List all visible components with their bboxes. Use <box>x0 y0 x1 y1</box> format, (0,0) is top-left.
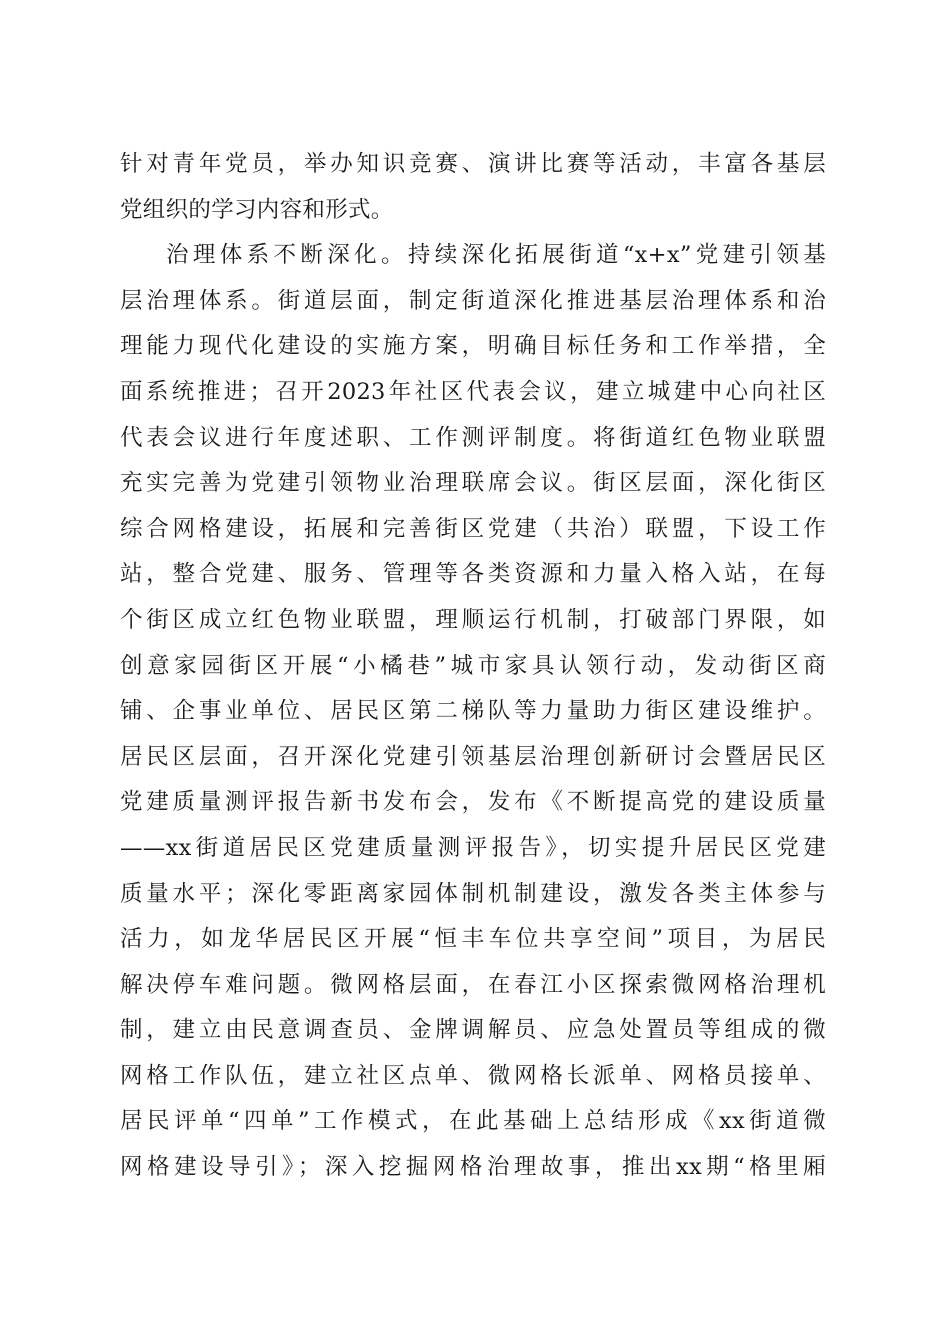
text-line: 面系统推进；召开2023年社区代表会议，建立城建中心向社区 <box>120 378 826 405</box>
text-line: 创意家园街区开展“小橘巷”城市家具认领行动，发动街区商 <box>120 652 826 679</box>
text-line: 个街区成立红色物业联盟，理顺运行机制，打破部门界限，如 <box>120 606 826 633</box>
text-line: 铺、企事业单位、居民区第二梯队等力量助力街区建设维护。 <box>120 698 826 725</box>
text-line: 制，建立由民意调查员、金牌调解员、应急处置员等组成的微 <box>120 1017 826 1044</box>
text-line: 网格建设导引》；深入挖掘网格治理故事，推出xx期“格里厢 <box>120 1154 826 1181</box>
text-line: 解决停车难问题。微网格层面，在春江小区探索微网格治理机 <box>120 971 826 998</box>
text-line: ——xx街道居民区党建质量测评报告》，切实提升居民区党建 <box>120 834 826 861</box>
text-line: 充实完善为党建引领物业治理联席会议。街区层面，深化街区 <box>120 470 826 497</box>
text-line: 网格工作队伍，建立社区点单、微网格长派单、网格员接单、 <box>120 1062 826 1089</box>
text-line: 理能力现代化建设的实施方案，明确目标任务和工作举措，全 <box>120 333 826 360</box>
text-line: 层治理体系。街道层面，制定街道深化推进基层治理体系和治 <box>120 287 826 314</box>
text-line: 质量水平；深化零距离家园体制机制建设，激发各类主体参与 <box>120 880 826 907</box>
body-text <box>120 142 826 1191</box>
text-line: 代表会议进行年度述职、工作测评制度。将街道红色物业联盟 <box>120 424 826 451</box>
text-line: 站，整合党建、服务、管理等各类资源和力量入格入站，在每 <box>120 561 826 588</box>
text-line: 党建质量测评报告新书发布会，发布《不断提高党的建设质量 <box>120 789 826 816</box>
paragraph-first-line: 治理体系不断深化。持续深化拓展街道“x+x”党建引领基 <box>166 242 826 269</box>
text-line: 针对青年党员，举办知识竞赛、演讲比赛等活动，丰富各基层 <box>120 151 826 177</box>
text-line: 综合网格建设，拓展和完善街区党建（共治）联盟，下设工作 <box>120 515 826 542</box>
text-line: 居民评单“四单”工作模式，在此基础上总结形成《xx街道微 <box>120 1108 826 1135</box>
text-line: 党组织的学习内容和形式。 <box>120 196 394 223</box>
text-line: 活力，如龙华居民区开展“恒丰车位共享空间”项目，为居民 <box>120 926 826 953</box>
text-line: 居民区层面，召开深化党建引领基层治理创新研讨会暨居民区 <box>120 743 826 770</box>
